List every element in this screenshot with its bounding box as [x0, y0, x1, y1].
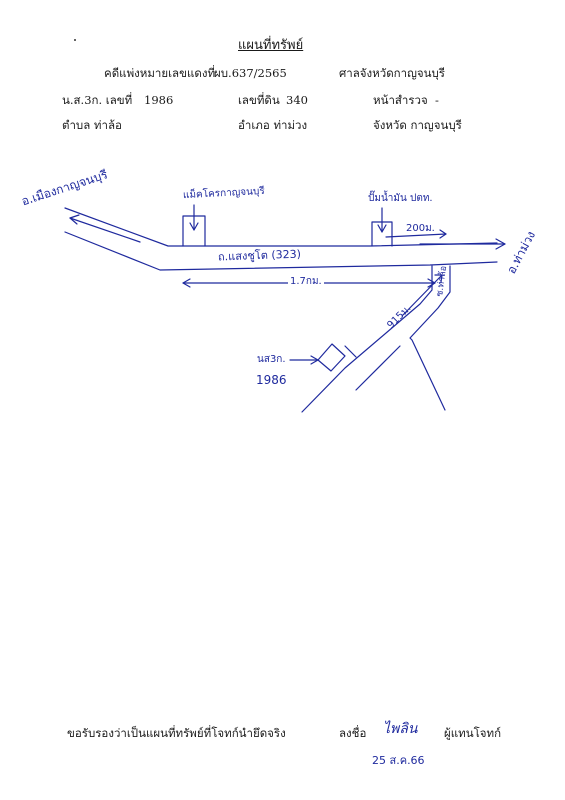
landmark-1-label: แม็คโครกาญจนบุรี — [182, 185, 265, 202]
survey-label: หน้าสำรวจ — [373, 93, 428, 107]
deed-label: น.ส.3ก. เลขที่ — [62, 93, 133, 107]
survey-value: - — [435, 93, 439, 107]
district: อำเภอ ท่าม่วง — [238, 118, 308, 132]
province: จังหวัด กาญจนบุรี — [373, 118, 462, 132]
side-road-left-edge — [302, 266, 432, 412]
distance-1-7km-label: 1.7กม. — [290, 276, 322, 287]
parcel-side-road — [345, 346, 356, 357]
measure-200m-line — [386, 234, 446, 237]
case-number-label: คดีแพ่งหมายเลขแดงที่ — [104, 66, 216, 80]
left-destination-label: อ.เมืองกาญจนบุรี — [19, 167, 110, 209]
distance-200m-label: 200ม. — [406, 223, 435, 234]
side-road-label: ซ.ท่าล้อ — [435, 265, 450, 298]
document-title: แผนที่ทรัพย์ — [238, 38, 304, 53]
signature-label: ลงชื่อ — [339, 726, 367, 740]
subdistrict: ตำบล ท่าล้อ — [62, 118, 122, 132]
land-number: 340 — [286, 93, 308, 107]
road-name-label: ถ.แสงชูโต (323) — [217, 247, 302, 264]
signature-mark: ไพลิน — [383, 721, 418, 737]
deed-number: 1986 — [144, 93, 174, 107]
parcel-plot — [318, 344, 345, 371]
signature-date: 25 ส.ค.66 — [372, 754, 425, 767]
signer-role: ผู้แทนโจทก์ — [444, 726, 502, 740]
case-number: ผบ.637/2565 — [214, 66, 287, 80]
land-number-label: เลขที่ดิน — [238, 93, 280, 107]
parcel-deed-label: นส3ก. — [257, 354, 286, 365]
right-destination-label: อ.ท่าม่วง — [504, 228, 539, 277]
certification-text: ขอรับรองว่าเป็นแผนที่ทรัพย์ที่โจทก์นำยึดจริง — [67, 726, 286, 740]
court-name: ศาลจังหวัดกาญจนบุรี — [339, 66, 445, 80]
parcel-deed-number: 1986 — [256, 373, 287, 387]
landmark-2-label: ปั๊มน้ำมัน ปตท. — [368, 193, 433, 204]
distance-915m-label: 915ม. — [385, 302, 414, 332]
